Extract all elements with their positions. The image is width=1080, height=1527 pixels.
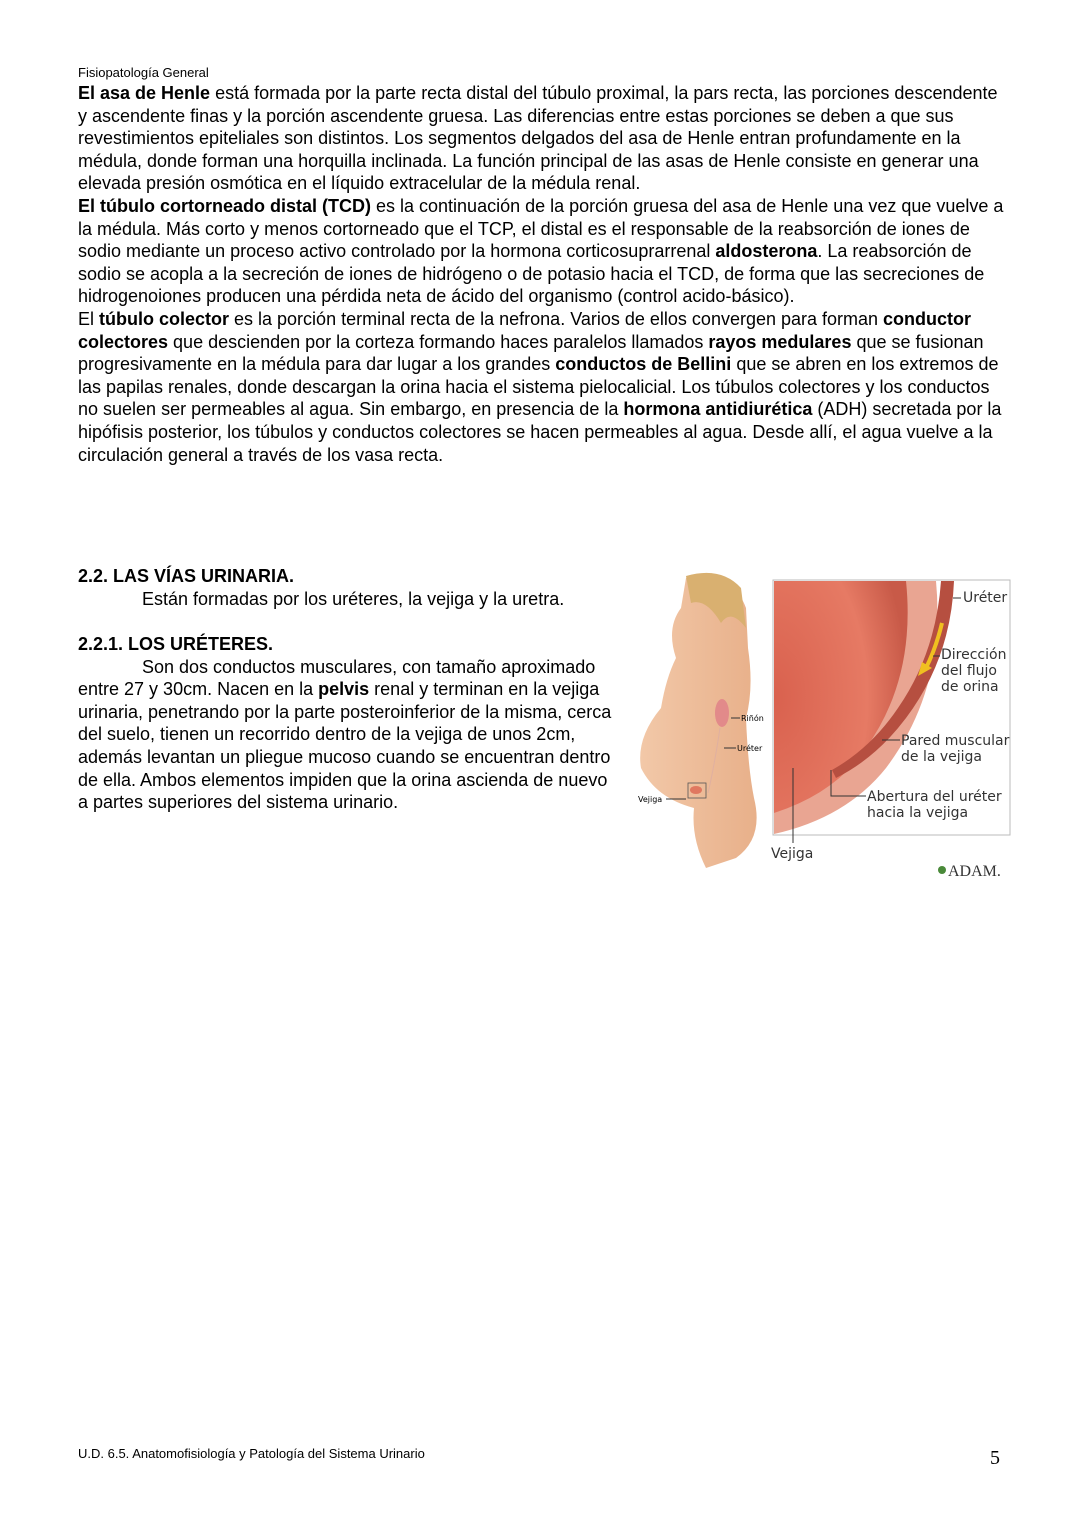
label-ureter-body: Uréter (737, 744, 763, 753)
text: renal y terminan en la vejiga urinaria, penetrando por la parte posteroinferior de la misma, cerca del suelo, tienen un recorrido dentro de la vejiga de unos 2cm, además levantan un pliegue mucoso cuando se encuentran dentro de ella. Ambos elementos impiden que la orina ascienda de nuevo a partes superiores del sistema urinario. (78, 679, 612, 813)
text: que se fusionan progresivamente en la médula para dar lugar a los grandes (78, 331, 984, 375)
label-pared-vejiga: de la vejiga (901, 749, 983, 765)
main-text (78, 82, 1008, 466)
label-vejiga-body: Vejiga (638, 795, 663, 804)
ureteres-text (78, 656, 618, 814)
page-header: Fisiopatología General (78, 65, 209, 80)
text: que descienden por la corteza formando haces paralelos llamados (168, 331, 709, 352)
label-vejiga-detail: Vejiga (771, 846, 814, 862)
label-orina: de orina (941, 679, 999, 695)
text: está formada por la parte recta distal del túbulo proximal, la pars recta, las porciones descendente y ascendente finas y la porción ascendente gruesa. Las diferencias entre estas porciones se deben a que sus revestimientos epiteliales son distintos. Los segmentos delgados del asa de Henle entran profundamente en la médula, donde forman una horquilla inclinada. La función principal de las asas de Henle consiste en generar una elevada presión osmótica en el líquido extracelular de la médula renal. (78, 83, 998, 194)
term-tubulo-colector: túbulo colector (99, 308, 230, 329)
term-tcd: El túbulo cortorneado distal (TCD) (78, 195, 371, 216)
label-abertura: Abertura del uréter (867, 789, 1002, 805)
term-rayos-medulares: rayos medulares (708, 331, 852, 352)
text: . La reabsorción de sodio se acopla a la secreción de iones de hidrógeno o de potasio hacia el TCD, de forma que las secreciones de hidrogenoiones producen una pérdida neta de ácido del organismo (control acido-básico). (78, 241, 985, 307)
term-aldosterona: aldosterona (715, 241, 818, 262)
anatomy-illustration (636, 568, 1021, 883)
term-pelvis: pelvis (318, 679, 370, 700)
paragraph-colector (78, 308, 1008, 466)
label-abertura-vejiga: hacia la vejiga (867, 805, 969, 821)
adam-logo-icon (938, 866, 946, 874)
credit-adam: ADAM. (948, 863, 1001, 880)
section-ureteres (78, 633, 618, 814)
section-vias-urinarias (78, 565, 564, 610)
label-flujo: del flujo (941, 663, 997, 679)
term-conductos-bellini: conductos de Bellini (555, 354, 732, 375)
term-asa-henle: El asa de Henle (78, 83, 211, 103)
label-ureter-detail: Uréter (963, 590, 1008, 606)
label-direccion: Dirección (941, 647, 1007, 663)
text: es la porción terminal recta de la nefrona. Varios de ellos convergen para forman (229, 308, 884, 329)
urinary-figure (636, 568, 1021, 883)
text: (ADH) secretada por la hipófisis posterior, los túbulos y conductos colectores se hacen permeables al agua. Desde allí, el agua vuelve a la circulación general a través de los vasa recta. (78, 399, 1002, 465)
term-conductor-colectores: conductor colectores (78, 308, 972, 352)
text: El (78, 308, 100, 329)
text: Son dos conductos musculares, con tamaño aproximado entre 27 y 30cm. Nacen en la (78, 656, 596, 700)
paragraph-asa-henle (78, 82, 1008, 195)
label-pared: Pared muscular (901, 733, 1010, 749)
paragraph-tcd (78, 195, 1008, 308)
heading-ureteres: 2.2.1. LOS URÉTERES. (78, 634, 274, 654)
term-hormona-antidiuretica: hormona antidiurética (623, 399, 813, 420)
label-rinon: Riñón (741, 714, 764, 723)
page-footer: U.D. 6.5. Anatomofisiología y Patología del Sistema Urinario (78, 1446, 425, 1461)
text: que se abren en los extremos de las papilas renales, donde descargan la orina hacia el sistema pielocalicial. Los túbulos colectores y los conductos no suelen ser permeables al agua. Sin embargo, en presencia de la (78, 354, 999, 420)
page-number: 5 (990, 1447, 1000, 1469)
vias-text: Están formadas por los uréteres, la vejiga y la uretra. (142, 588, 565, 609)
text: es la continuación de la porción gruesa del asa de Henle una vez que vuelve a la médula. Más corto y menos cortorneado que el TCP, el distal es el responsable de la reabsorción de iones de sodio mediante un proceso activo controlado por la hormona corticosuprarrenal (78, 195, 1004, 262)
kidney-shape (715, 699, 729, 727)
heading-vias-urinarias: 2.2. LAS VÍAS URINARIA. (78, 566, 295, 586)
